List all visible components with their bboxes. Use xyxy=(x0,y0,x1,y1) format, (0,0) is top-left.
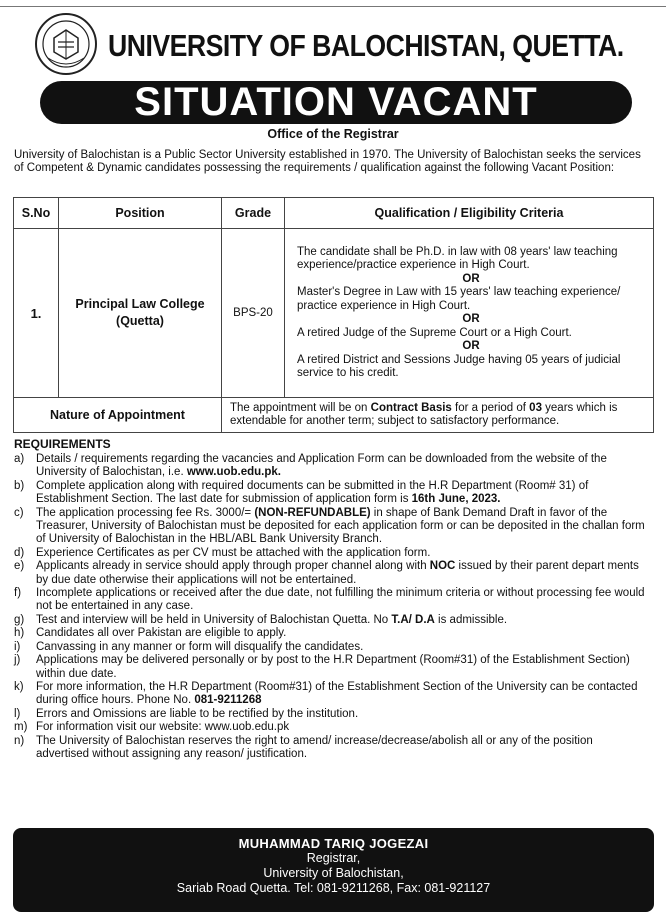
list-item xyxy=(14,641,646,654)
list-item-marker: i) xyxy=(14,640,21,653)
list-item-marker: k) xyxy=(14,680,24,693)
list-item-marker: m) xyxy=(14,721,28,734)
list-item xyxy=(14,627,646,640)
intro-paragraph: University of Balochistan is a Public Sector University established in 1970. The University of Balochistan seeks the services of Competent & Dynamic candidates possessing the requirements / qualification against the following Vacant Position: xyxy=(14,149,641,174)
criteria-option-2: Master's Degree in Law with 15 years' law teaching experience/ practice experience in High Court. xyxy=(297,286,621,312)
list-item xyxy=(14,721,646,734)
list-item-text-part: is admissible. xyxy=(434,613,508,626)
list-item-text-part: Incomplete applications or received after the due date, not fulfilling the minimum criteria or without processing fee would not be entertained in any case. xyxy=(36,587,645,613)
list-item-emphasis: www.uob.edu.pk. xyxy=(186,466,281,479)
list-item-text-part: Test and interview will be held in University of Balochistan Quetta. No xyxy=(36,613,392,626)
list-item-marker: b) xyxy=(14,479,25,492)
list-item-text-part: Experience Certificates as per CV must be attached with the application form. xyxy=(36,546,431,559)
contract-basis-text: Contract Basis xyxy=(370,402,452,414)
position-location: (Quetta) xyxy=(116,314,164,328)
list-item-text-part: For more information, the H.R Department (Room#31) of the Establishment Section of the University can be contacted during office hours. Phone No. xyxy=(36,680,638,707)
list-item-marker: j) xyxy=(14,654,21,667)
nature-label: Nature of Appointment xyxy=(14,398,222,433)
header-grade: Grade xyxy=(222,198,285,229)
grade-cell: BPS-20 xyxy=(222,229,285,398)
list-item-text xyxy=(36,654,646,681)
criteria-option-4: A retired District and Sessions Judge having 05 years of judicial service to his credit. xyxy=(297,353,621,379)
list-item-marker: h) xyxy=(14,627,25,640)
list-item-text xyxy=(36,708,646,721)
situation-vacant-banner: SITUATION VACANT xyxy=(40,81,632,124)
list-item-marker: l) xyxy=(14,707,21,720)
office-heading: Office of the Registrar xyxy=(267,127,399,141)
header-sno: S.No xyxy=(14,198,59,229)
list-item-emphasis: T.A/ D.A xyxy=(391,613,435,626)
list-item xyxy=(14,507,646,547)
table-header-row xyxy=(14,198,654,229)
university-name: UNIVERSITY OF BALOCHISTAN, QUETTA. xyxy=(108,28,624,63)
list-item-emphasis: 081-9211268 xyxy=(194,694,262,707)
period-years: 03 xyxy=(529,402,542,414)
list-item-text-part: Errors and Omissions are liable to be rectified by the institution. xyxy=(36,707,359,720)
signature-block xyxy=(13,828,654,912)
vacancy-table xyxy=(13,197,654,433)
list-item xyxy=(14,480,646,507)
list-item-text xyxy=(36,614,646,627)
requirements-title: REQUIREMENTS xyxy=(14,437,111,451)
list-item-marker: e) xyxy=(14,560,25,573)
registrar-org: University of Balochistan, xyxy=(263,866,404,880)
list-item-marker: n) xyxy=(14,734,25,747)
list-item xyxy=(14,654,646,681)
row-number: 1. xyxy=(14,229,59,398)
list-item-text xyxy=(36,627,646,640)
list-item-text xyxy=(36,560,646,587)
list-item-marker: f) xyxy=(14,587,22,600)
list-item xyxy=(14,453,646,480)
list-item-text-part: in shape of Bank Demand Draft in favor of the Treasurer, University of Balochistan must be deposited for each application form or can be deposited in the challan form of University of Balochistan in the HBL/ABL Bank University Branch. xyxy=(36,506,645,546)
list-item-text xyxy=(36,641,646,654)
or-separator: OR xyxy=(462,272,480,285)
list-item-text xyxy=(36,480,646,507)
list-item xyxy=(14,735,646,762)
list-item-text-part: Candidates all over Pakistan are eligible to apply. xyxy=(36,627,287,640)
list-item-text-part: Applicants already in service should apply through proper channel along with xyxy=(36,560,430,573)
list-item xyxy=(14,681,646,708)
criteria-option-1: The candidate shall be Ph.D. in law with 08 years' law teaching experience/practice experience in High Court. xyxy=(297,245,618,271)
list-item-text-part: Details / requirements regarding the vacancies and Application Form can be downloaded from the website of the University of Balochistan, i.e. xyxy=(36,453,607,479)
or-separator: OR xyxy=(462,340,480,352)
list-item-text-part: Complete application along with required documents can be submitted in the H.R Department (Room# 31) of Establishment Section. The last date for submission of application form is xyxy=(36,479,589,506)
list-item-marker: d) xyxy=(14,546,25,559)
nature-text-part: The appointment will be on xyxy=(230,402,371,414)
list-item-text xyxy=(36,735,646,762)
list-item-text xyxy=(36,547,646,560)
criteria-option-3: A retired Judge of the Supreme Court or a High Court. xyxy=(297,326,572,339)
nature-row xyxy=(14,398,654,433)
list-item xyxy=(14,614,646,627)
registrar-title: Registrar, xyxy=(306,851,361,865)
list-item-text-part: For information visit our website: www.uob.edu.pk xyxy=(36,721,290,734)
position-title: Principal Law College xyxy=(75,297,205,311)
or-separator: OR xyxy=(462,313,480,325)
list-item-text-part: Canvassing in any manner or form will disqualify the candidates. xyxy=(36,640,364,653)
list-item xyxy=(14,547,646,560)
list-item-text xyxy=(36,453,646,480)
list-item-text-part: Applications may be delivered personally or by post to the H.R Department (Room#31) of the Establishment Section) within due date. xyxy=(36,654,630,680)
list-item-text-part: The University of Balochistan reserves the right to amend/ increase/decrease/abolish all or any of the position advertised without assigning any reason/ justification. xyxy=(36,734,593,760)
list-item-marker: a) xyxy=(14,453,25,465)
nature-text-part: years which is extendable for another term; subject to satisfactory performance. xyxy=(230,402,618,427)
university-seal-icon xyxy=(34,12,98,76)
list-item-marker: c) xyxy=(14,506,24,519)
registrar-name: MUHAMMAD TARIQ JOGEZAI xyxy=(238,836,429,851)
list-item-text xyxy=(36,721,646,734)
top-cropped-strip xyxy=(0,0,666,7)
list-item xyxy=(14,708,646,721)
list-item xyxy=(14,560,646,587)
table-row xyxy=(14,229,654,398)
list-item-marker: g) xyxy=(14,613,25,626)
list-item-text xyxy=(36,587,646,614)
list-item-text-part: issued by their parent depart ments by due date otherwise their applications will not be entertained. xyxy=(36,560,639,586)
nature-text-part: for a period of xyxy=(451,402,530,414)
header-position: Position xyxy=(59,198,222,229)
requirements-list xyxy=(14,453,646,761)
list-item-text xyxy=(36,681,646,708)
criteria-cell xyxy=(285,229,654,398)
list-item-text xyxy=(36,507,646,547)
position-cell xyxy=(59,229,222,398)
list-item-emphasis: NOC xyxy=(429,560,456,573)
header-criteria: Qualification / Eligibility Criteria xyxy=(285,198,654,229)
list-item-emphasis: 16th June, 2023. xyxy=(411,493,501,506)
list-item xyxy=(14,587,646,614)
registrar-address: Sariab Road Quetta. Tel: 081-9211268, Fax: 081-921127 xyxy=(176,881,491,895)
list-item-text-part: The application processing fee Rs. 3000/= xyxy=(36,506,255,519)
list-item-emphasis: (NON-REFUNDABLE) xyxy=(254,506,371,519)
nature-text xyxy=(222,398,654,433)
